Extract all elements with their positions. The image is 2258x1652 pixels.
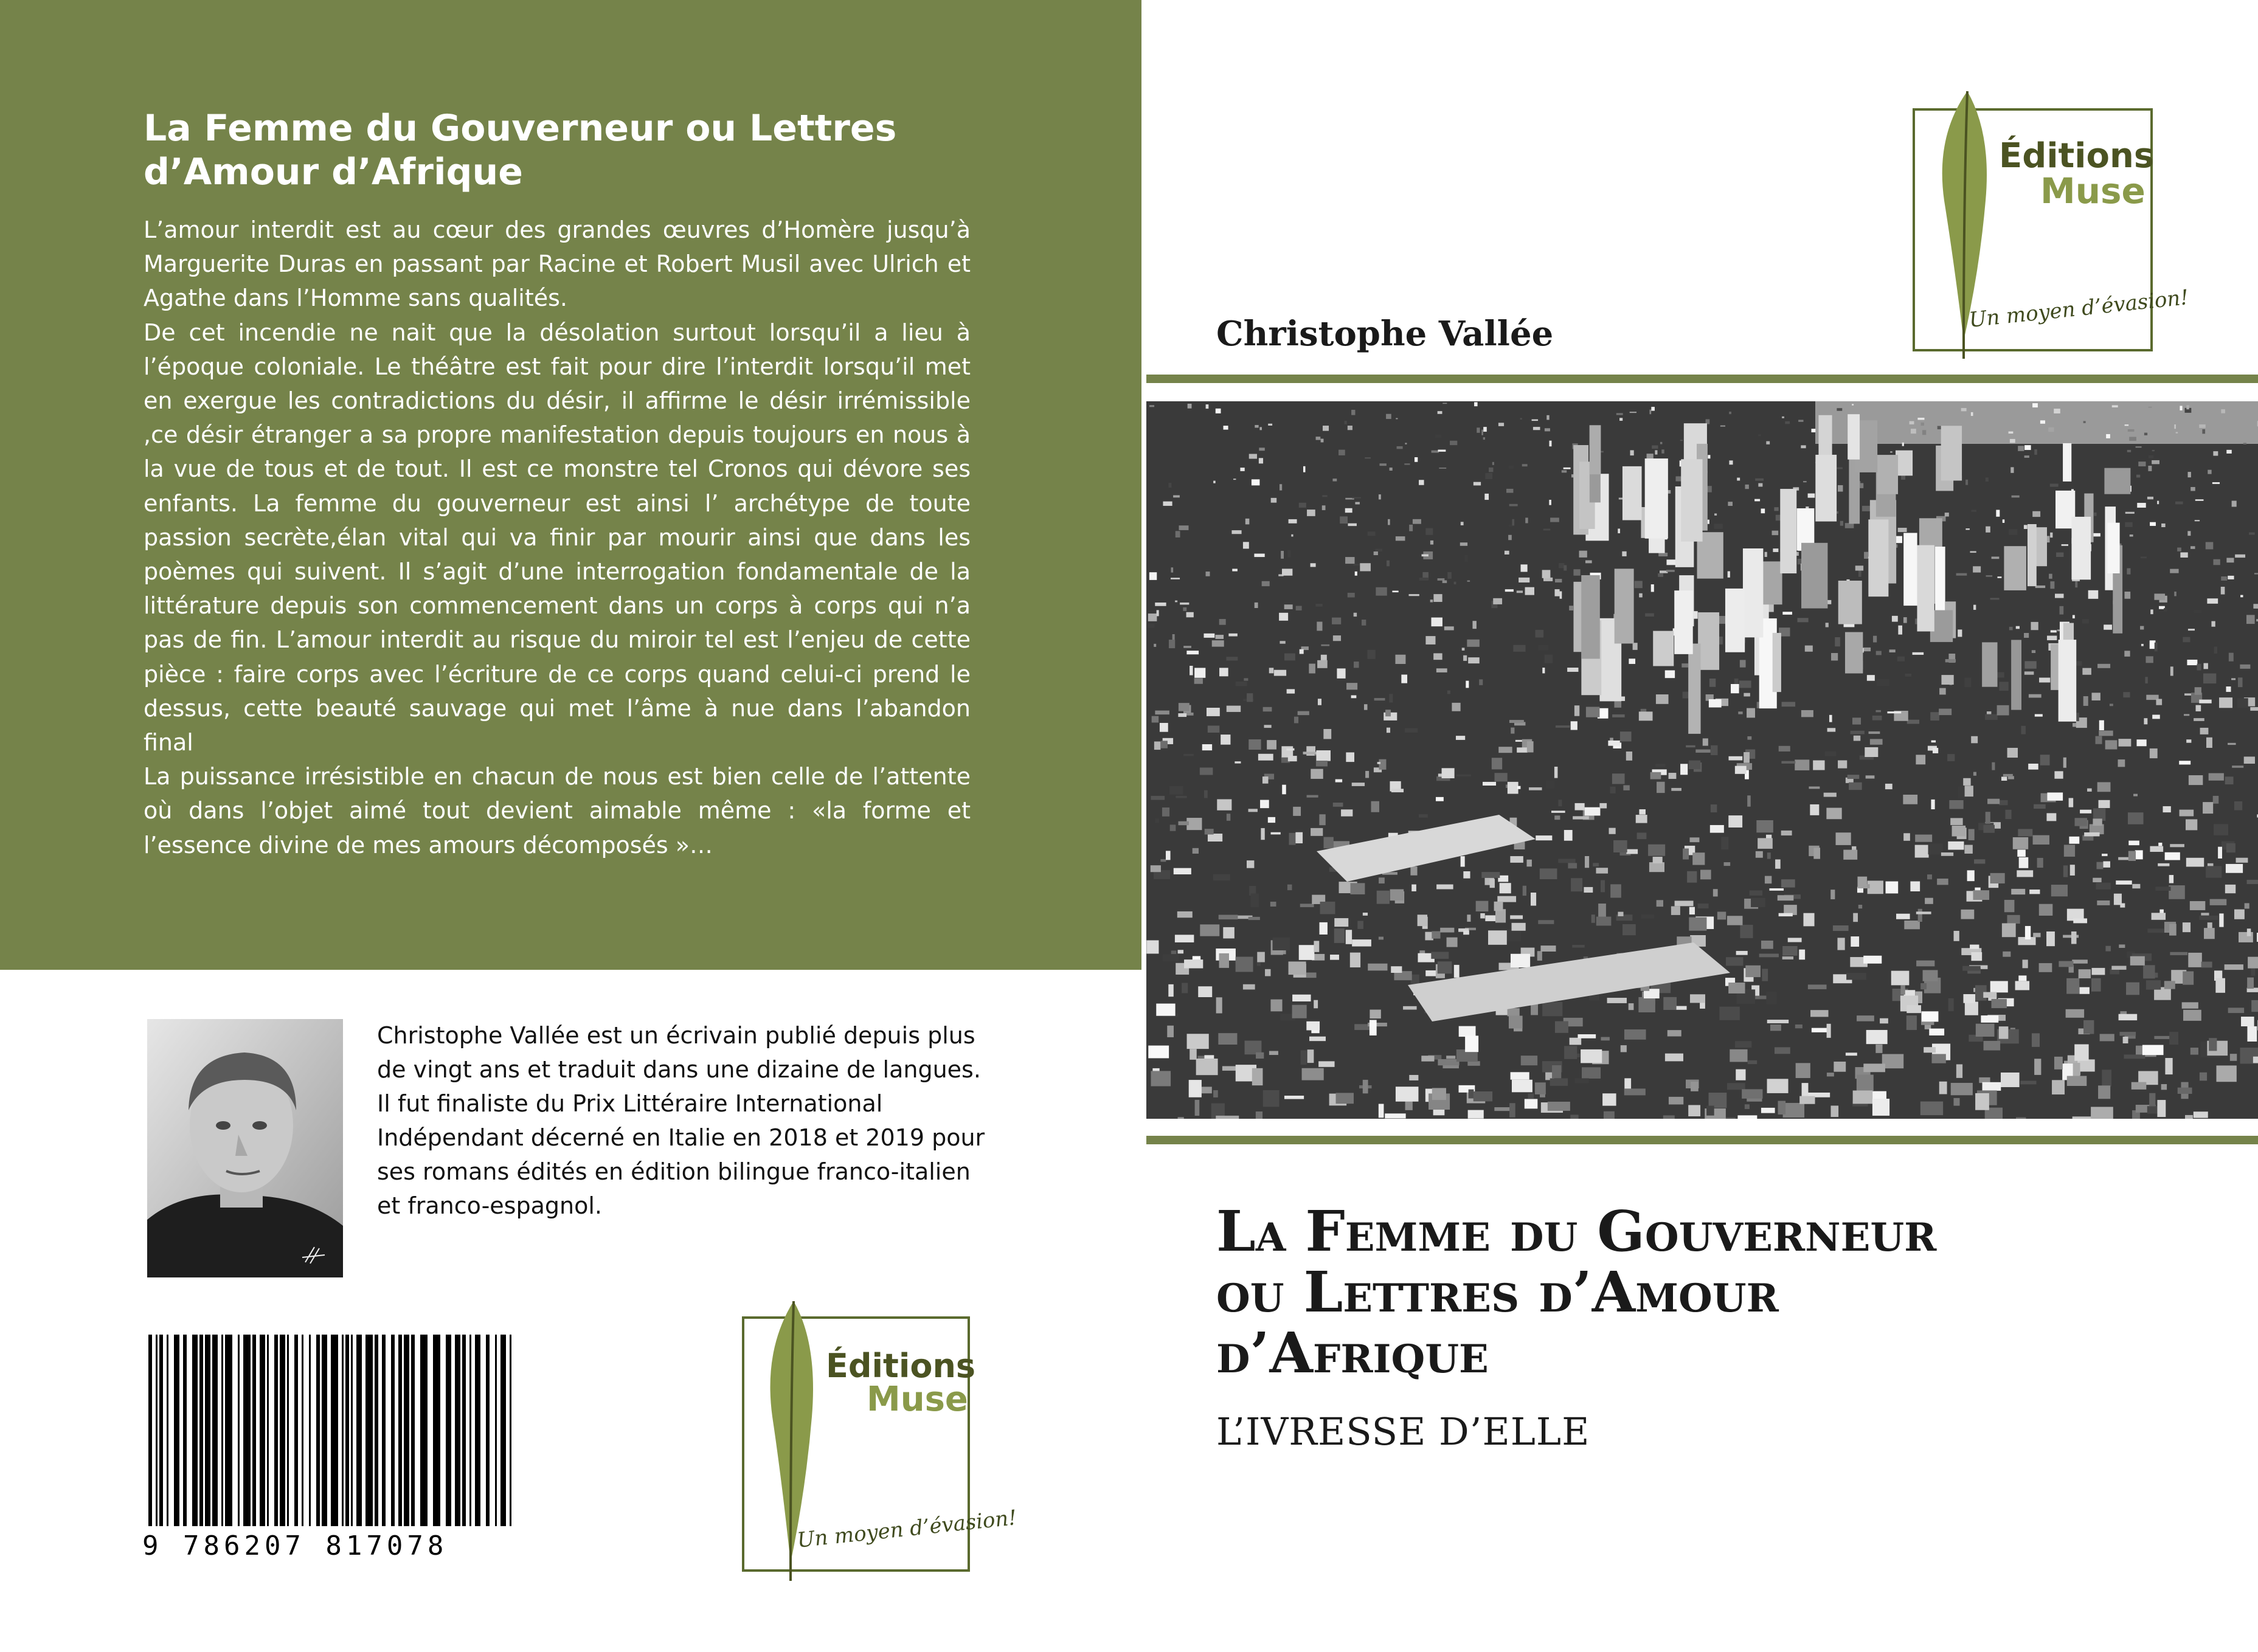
barcode-bars [146,1335,517,1529]
blurb-paragraph: La puissance irrésistible en chacun de nous est bien celle de l’attente où dans l’objet aimé tout devient aimable même : «la forme et l’essence divine de mes amours décomposés »… [144,763,971,859]
logo-tagline: Un moyen d’évasion! [1967,285,2190,333]
front-title-line: La Femme du Gouverneur [1216,1198,1937,1264]
author-photo [147,1019,343,1277]
bottom-rule [1146,1136,2258,1144]
logo-line2: Muse [867,1380,968,1419]
isbn-barcode [142,1335,517,1566]
isbn-number: 9 786207 817078 [142,1530,448,1561]
back-cover-title: La Femme du Gouverneur ou Lettres d’Amour d’Afrique [144,107,897,193]
logo-tagline: Un moyen d’évasion! [795,1505,1018,1553]
front-title [1216,1198,2220,1386]
back-cover-blurb [144,213,971,862]
logo-line1: Éditions [826,1347,976,1385]
blurb-paragraph: L’amour interdit est au cœur des grandes œuvres d’Homère jusqu’à Marguerite Duras en passant par Racine et Robert Musil avec Ulrich et Agathe dans l’Homme sans qualités. [144,216,971,312]
blurb-paragraph: De cet incendie ne nait que la désolation surtout lorsqu’il a lieu à l’époque coloniale. Le théâtre est fait pour dire l’interdit lorsqu’il met en exergue les contradictions du désir, il affirme le désir irrémissible ,ce désir étranger a sa propre manifestation depuis toujours en nous à la vue de tous et de tout. Il est ce monstre tel Cronos qui dévore ses enfants. La femme du gouverneur est ainsi l’ archétype de toute passion secrète,élan vital qui va finir par mourir ainsi que dans les poèmes qui suivent. Il s’agit d’une interrogation fondamentale de la littérature depuis son commencement dans un corps à corps qui n’a pas de fin. L’amour interdit au risque du miroir tel est l’enjeu de cette pièce : faire corps avec l’écriture de ce corps quand celui-ci prend le dessus, cette beauté sauvage qui met l’âme à nue dans l’abandon final [144,319,971,756]
publisher-logo-front [1913,108,2190,351]
top-rule [1146,375,2258,383]
cover-photo-city [1146,401,2258,1119]
front-title-line: ou Lettres d’Amour [1216,1259,1779,1325]
logo-line1: Éditions [1999,136,2155,176]
logo-line2: Muse [2040,170,2145,212]
front-title-line: d’Afrique [1216,1320,1489,1386]
front-subtitle: L’IVRESSE D’ELLE [1216,1409,1590,1454]
author-bio: Christophe Vallée est un écrivain publié depuis plus de vingt ans et traduit dans une dizaine de langues. Il fut finaliste du Prix Littéraire International Indépendant décerné en Italie en 2018 et 2019 pour ses romans édités en édition bilingue franco-italien et franco-espagnol. [377,1022,985,1219]
publisher-logo-back [742,1316,1018,1572]
front-author-name: Christophe Vallée [1216,314,1554,354]
